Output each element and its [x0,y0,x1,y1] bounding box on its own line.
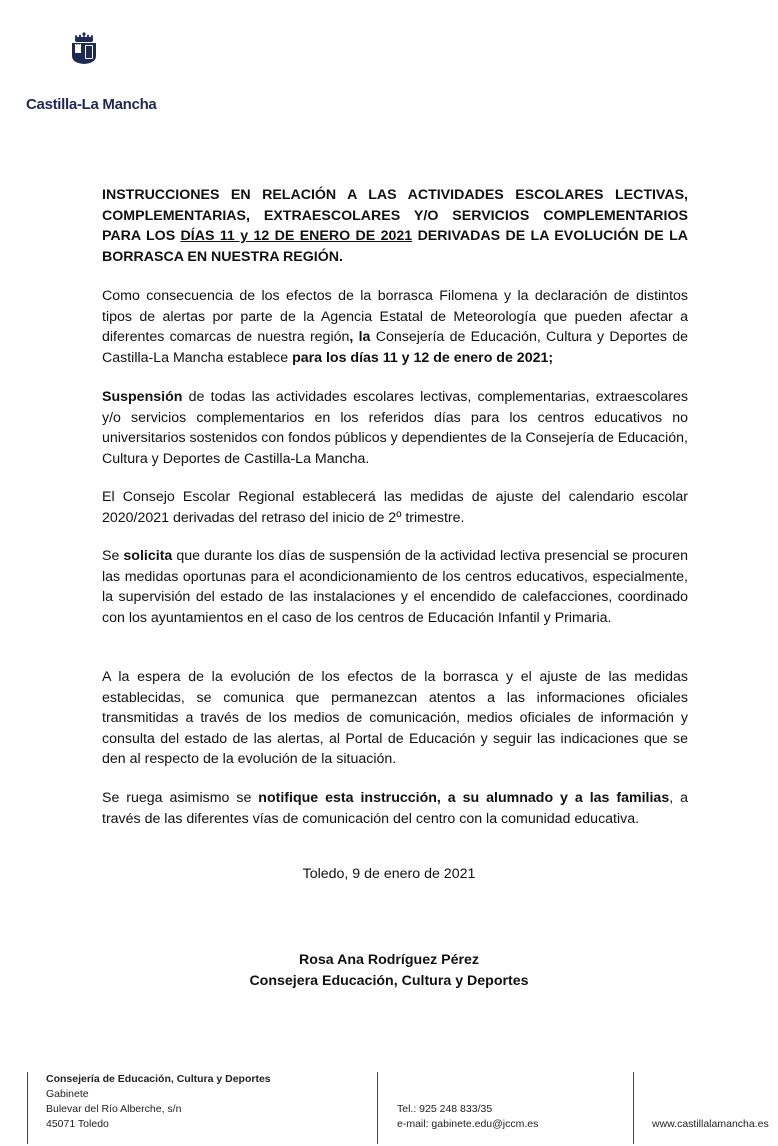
title-part1: INSTRUCCIONES EN RELACIÓN A LAS ACTIVIDADES ESCOLARES LECTIVAS, COMPLEMENTARIAS, EXTRAESCOLARES Y/O SERVICIOS COMPLEMENTARIOS PARA LOS [102,187,688,244]
p1-text-b: , la [349,329,371,345]
footer-email[interactable]: e-mail: gabinete.edu@jccm.es [397,1118,539,1130]
p4-text-a: Se [102,548,124,564]
document-title [102,185,688,267]
p4-text-c: que durante los días de suspensión de la actividad lectiva presencial se procuren las medidas oportunas para el acondicionamiento de los centros educativos, especialmente, la supervisión del estado de las instalaciones y el encendido de calefacciones, coordinado con los ayuntamientos en el caso de los centros de Educación Infantil y Primaria. [102,548,688,626]
footer-divider [633,1072,634,1144]
footer-divider [27,1072,28,1144]
footer-phone: Tel.: 925 248 833/35 [397,1103,493,1115]
signature-block [0,950,778,991]
logo-text: Castilla-La Mancha [26,96,157,113]
p6-text-c: , a través de las diferentes vías de comunicación del centro con la comunidad educativa. [102,790,688,827]
paragraph-notify [102,788,688,829]
footer-contact [397,1102,538,1132]
paragraph-request [102,546,688,628]
p6-text-b: notifique esta instrucción, a su alumnado y a las familias [258,790,670,806]
footer-street: Bulevar del Río Alberche, s/n [46,1103,182,1115]
p1-text-d: para los días 11 y 12 de enero de 2021; [292,349,554,366]
p6-text-a: Se ruega asimismo se [102,790,259,806]
p4-text-b: solicita [123,548,173,564]
coat-of-arms-icon [69,32,99,64]
footer-divider [377,1072,378,1144]
footer-city: 45071 Toledo [46,1118,109,1130]
signatory-name: Rosa Ana Rodríguez Pérez [298,952,479,968]
footer-dept: Consejería de Educación, Cultura y Deportes [46,1073,271,1085]
paragraph-calendar: El Consejo Escolar Regional establecerá las medidas de ajuste del calendario escolar 2020/2021 derivadas del retraso del inicio de 2º trimestre. [102,489,688,526]
paragraph-context [102,286,688,368]
p1-text-a: Como consecuencia de los efectos de la borrasca Filomena y la declaración de distintos tipos de alertas por parte de la Agencia Estatal de Meteorología que pueden afectar a diferentes comarcas de nuestra región [102,288,688,345]
paragraph-awaiting: A la espera de la evolución de los efectos de la borrasca y el ajuste de las medidas establecidas, se comunica que permanezcan atentos a las informaciones oficiales transmitidas a través de los medios de comunicación, medios oficiales de información y consulta del estado de las alertas, al Portal de Educación y seguir las indicaciones que se den al respecto de la evolución de la situación. [102,669,688,767]
footer-unit: Gabinete [46,1088,89,1100]
title-part2: DERIVADAS DE LA EVOLUCIÓN DE LA BORRASCA EN NUESTRA REGIÓN. [102,228,689,265]
signatory-role: Consejera Educación, Cultura y Deportes [249,972,529,989]
page-footer [0,1068,778,1146]
p1-text-c: Consejería de Educación, Cultura y Deportes de Castilla-La Mancha establece [102,329,689,366]
title-dates: DÍAS 11 y 12 DE ENERO DE 2021 [180,228,413,244]
footer-address [46,1072,271,1132]
castilla-la-mancha-logo [22,32,157,113]
footer-website[interactable]: www.castillalamancha.es [652,1118,769,1130]
paragraph-suspension [102,387,688,469]
document-date: Toledo, 9 de enero de 2021 [302,866,476,882]
p2-text-b: de todas las actividades escolares lectivas, complementarias, extraescolares y/o servicios complementarios en los referidos días para los centros educativos no universitarios sostenidos con fondos públicos y dependientes de la Consejería de Educación, Cultura y Deportes de Castilla-La Mancha. [102,389,688,467]
p2-text-a: Suspensión [102,389,183,405]
